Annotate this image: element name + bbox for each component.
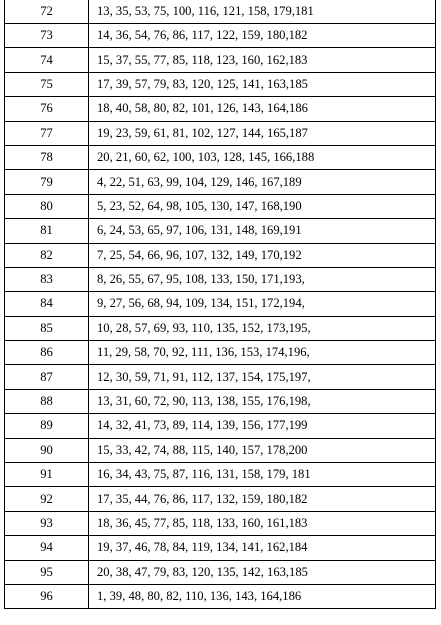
row-index-cell: 89 <box>5 414 89 438</box>
row-index-cell: 91 <box>5 463 89 487</box>
row-index-cell: 86 <box>5 341 89 365</box>
row-values-cell: 16, 34, 43, 75, 87, 116, 131, 158, 179, 181 <box>89 463 436 487</box>
row-index-cell: 85 <box>5 316 89 340</box>
row-values-cell: 20, 21, 60, 62, 100, 103, 128, 145, 166,188 <box>89 145 436 169</box>
table-body <box>5 0 436 609</box>
row-index-cell: 82 <box>5 243 89 267</box>
row-values-cell: 13, 31, 60, 72, 90, 113, 138, 155, 176,198, <box>89 389 436 413</box>
row-values-cell: 7, 25, 54, 66, 96, 107, 132, 149, 170,192 <box>89 243 436 267</box>
row-index-cell: 90 <box>5 438 89 462</box>
row-index-cell: 79 <box>5 170 89 194</box>
table-row <box>5 365 436 389</box>
row-index-cell: 92 <box>5 487 89 511</box>
row-values-cell: 17, 35, 44, 76, 86, 117, 132, 159, 180,182 <box>89 487 436 511</box>
row-index-cell: 87 <box>5 365 89 389</box>
row-index-cell: 84 <box>5 292 89 316</box>
row-values-cell: 14, 36, 54, 76, 86, 117, 122, 159, 180,182 <box>89 24 436 48</box>
row-index-cell: 93 <box>5 511 89 535</box>
row-values-cell: 15, 37, 55, 77, 85, 118, 123, 160, 162,183 <box>89 48 436 72</box>
row-values-cell: 13, 35, 53, 75, 100, 116, 121, 158, 179,181 <box>89 0 436 24</box>
table-row <box>5 487 436 511</box>
data-table <box>4 0 436 609</box>
row-values-cell: 18, 36, 45, 77, 85, 118, 133, 160, 161,183 <box>89 511 436 535</box>
table-row <box>5 72 436 96</box>
row-values-cell: 14, 32, 41, 73, 89, 114, 139, 156, 177,199 <box>89 414 436 438</box>
table-row <box>5 560 436 584</box>
table-row <box>5 511 436 535</box>
row-index-cell: 83 <box>5 267 89 291</box>
row-values-cell: 20, 38, 47, 79, 83, 120, 135, 142, 163,185 <box>89 560 436 584</box>
table-row <box>5 414 436 438</box>
table-row <box>5 536 436 560</box>
row-values-cell: 9, 27, 56, 68, 94, 109, 134, 151, 172,194, <box>89 292 436 316</box>
row-index-cell: 96 <box>5 584 89 608</box>
row-values-cell: 8, 26, 55, 67, 95, 108, 133, 150, 171,193, <box>89 267 436 291</box>
table-row <box>5 219 436 243</box>
row-index-cell: 72 <box>5 0 89 24</box>
table-row <box>5 316 436 340</box>
table-row <box>5 194 436 218</box>
row-values-cell: 19, 37, 46, 78, 84, 119, 134, 141, 162,184 <box>89 536 436 560</box>
row-values-cell: 6, 24, 53, 65, 97, 106, 131, 148, 169,191 <box>89 219 436 243</box>
table-row <box>5 389 436 413</box>
row-index-cell: 94 <box>5 536 89 560</box>
row-index-cell: 80 <box>5 194 89 218</box>
table-row <box>5 48 436 72</box>
row-index-cell: 77 <box>5 121 89 145</box>
row-values-cell: 12, 30, 59, 71, 91, 112, 137, 154, 175,197, <box>89 365 436 389</box>
row-index-cell: 76 <box>5 97 89 121</box>
row-index-cell: 95 <box>5 560 89 584</box>
table-row <box>5 170 436 194</box>
row-index-cell: 78 <box>5 145 89 169</box>
row-values-cell: 19, 23, 59, 61, 81, 102, 127, 144, 165,187 <box>89 121 436 145</box>
row-index-cell: 73 <box>5 24 89 48</box>
row-values-cell: 4, 22, 51, 63, 99, 104, 129, 146, 167,189 <box>89 170 436 194</box>
row-values-cell: 10, 28, 57, 69, 93, 110, 135, 152, 173,195, <box>89 316 436 340</box>
row-values-cell: 11, 29, 58, 70, 92, 111, 136, 153, 174,196, <box>89 341 436 365</box>
table-row <box>5 292 436 316</box>
document-page <box>4 0 436 609</box>
table-row <box>5 584 436 608</box>
row-index-cell: 74 <box>5 48 89 72</box>
table-row <box>5 121 436 145</box>
table-row <box>5 0 436 24</box>
row-values-cell: 1, 39, 48, 80, 82, 110, 136, 143, 164,186 <box>89 584 436 608</box>
table-row <box>5 341 436 365</box>
row-index-cell: 75 <box>5 72 89 96</box>
row-values-cell: 17, 39, 57, 79, 83, 120, 125, 141, 163,185 <box>89 72 436 96</box>
table-row <box>5 267 436 291</box>
row-index-cell: 81 <box>5 219 89 243</box>
row-values-cell: 5, 23, 52, 64, 98, 105, 130, 147, 168,190 <box>89 194 436 218</box>
row-values-cell: 18, 40, 58, 80, 82, 101, 126, 143, 164,186 <box>89 97 436 121</box>
row-index-cell: 88 <box>5 389 89 413</box>
table-row <box>5 243 436 267</box>
row-values-cell: 15, 33, 42, 74, 88, 115, 140, 157, 178,200 <box>89 438 436 462</box>
table-row <box>5 24 436 48</box>
table-row <box>5 438 436 462</box>
table-row <box>5 145 436 169</box>
table-row <box>5 97 436 121</box>
table-row <box>5 463 436 487</box>
